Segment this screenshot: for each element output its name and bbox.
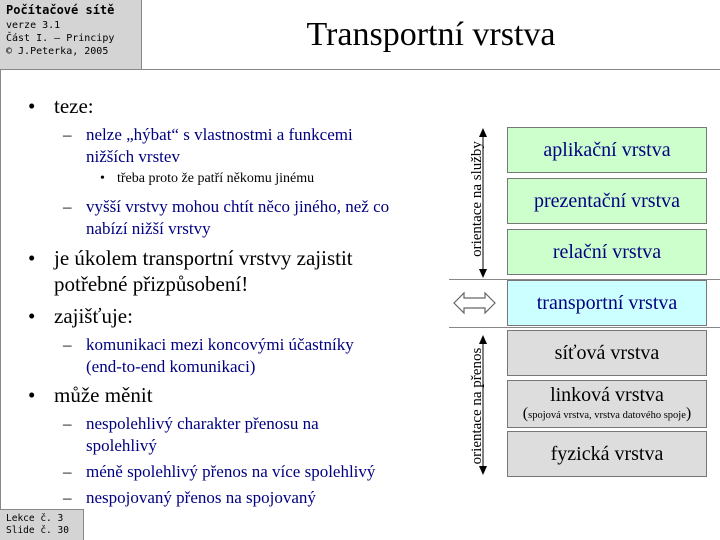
- slide-title: Transportní vrstva: [306, 16, 556, 53]
- layer-label: aplikační vrstva: [543, 139, 671, 161]
- bullet-text: teze:: [54, 94, 94, 118]
- layer-session: [507, 229, 707, 275]
- sub-text: (end-to-end komunikaci): [86, 357, 256, 376]
- sub-text: komunikaci mezi koncovými účastníky: [86, 335, 354, 354]
- layer-label: linková vrstva: [550, 384, 664, 406]
- layer-link-note: [508, 407, 706, 423]
- sub-dash: –: [63, 414, 72, 433]
- sub-text: spolehlivý: [86, 436, 157, 455]
- bullet-dot: •: [28, 94, 36, 118]
- header-divider: [142, 69, 720, 70]
- note-text: spojová vrstva, vrstva datového spoje: [528, 410, 686, 421]
- layer-label: prezentační vrstva: [533, 190, 681, 212]
- course-author: © J.Peterka, 2005: [6, 46, 109, 57]
- layer-application: [507, 127, 707, 173]
- sub-dash: –: [63, 488, 72, 507]
- bullet-text: je úkolem transportní vrstvy zajistit: [54, 246, 353, 270]
- course-info: [0, 0, 142, 70]
- left-divider: [0, 70, 1, 540]
- adapt-arrow-icon: [452, 290, 497, 316]
- course-title: Počítačové sítě: [6, 3, 115, 17]
- layer-transport: [507, 280, 707, 326]
- bullet-text: může měnit: [54, 383, 153, 407]
- layer-label: síťová vrstva: [554, 342, 660, 364]
- note-open-paren: (: [522, 405, 529, 422]
- sub-dash: –: [63, 335, 72, 354]
- course-version: verze 3.1: [6, 20, 61, 31]
- note-close-paren: ): [685, 405, 692, 422]
- lesson-number: Lekce č. 3: [6, 513, 64, 524]
- bullet-dot: •: [28, 246, 36, 270]
- bullet-text: potřebné přizpůsobení!: [54, 272, 249, 296]
- bullet-dot: •: [28, 383, 36, 407]
- sub-dash: –: [63, 197, 72, 216]
- layer-label: relační vrstva: [552, 241, 662, 263]
- sub-text: vyšší vrstvy mohou chtít něco jiného, než co: [86, 197, 390, 216]
- layer-network: [507, 330, 707, 376]
- sub-text: nespolehlivý charakter přenosu na: [86, 414, 319, 433]
- course-part: Část I. – Principy: [6, 33, 115, 44]
- subsub-bullet: [100, 171, 315, 187]
- label-service-orientation: orientace na služby: [469, 141, 485, 257]
- slide-number: Slide č. 30: [6, 525, 69, 536]
- sub-text: nespojovaný přenos na spojovaný: [86, 488, 316, 507]
- bullet-dot: •: [28, 304, 36, 328]
- sub-text: nelze „hýbat“ s vlastnostmi a funkcemi: [86, 125, 353, 144]
- layer-label: transportní vrstva: [536, 292, 678, 314]
- bullet-text: zajišťuje:: [54, 304, 133, 328]
- sub-text: méně spolehlivý přenos na více spolehlivý: [86, 462, 376, 481]
- sub-text: nižších vrstev: [86, 147, 180, 166]
- sub-dash: –: [63, 125, 72, 144]
- lesson-info: [0, 509, 84, 540]
- layer-presentation: [507, 178, 707, 224]
- sub-text: nabízí nižší vrstvy: [86, 219, 211, 238]
- sub-dash: –: [63, 462, 72, 481]
- subsub-dot: •: [100, 171, 105, 186]
- subsub-text: třeba proto že patří někomu jinému: [117, 171, 315, 186]
- divider-lower: [449, 327, 720, 328]
- layer-link: [507, 380, 707, 428]
- layer-label: fyzická vrstva: [550, 443, 664, 465]
- label-transfer-orientation: orientace na přenos: [469, 347, 485, 465]
- layer-physical: [507, 431, 707, 477]
